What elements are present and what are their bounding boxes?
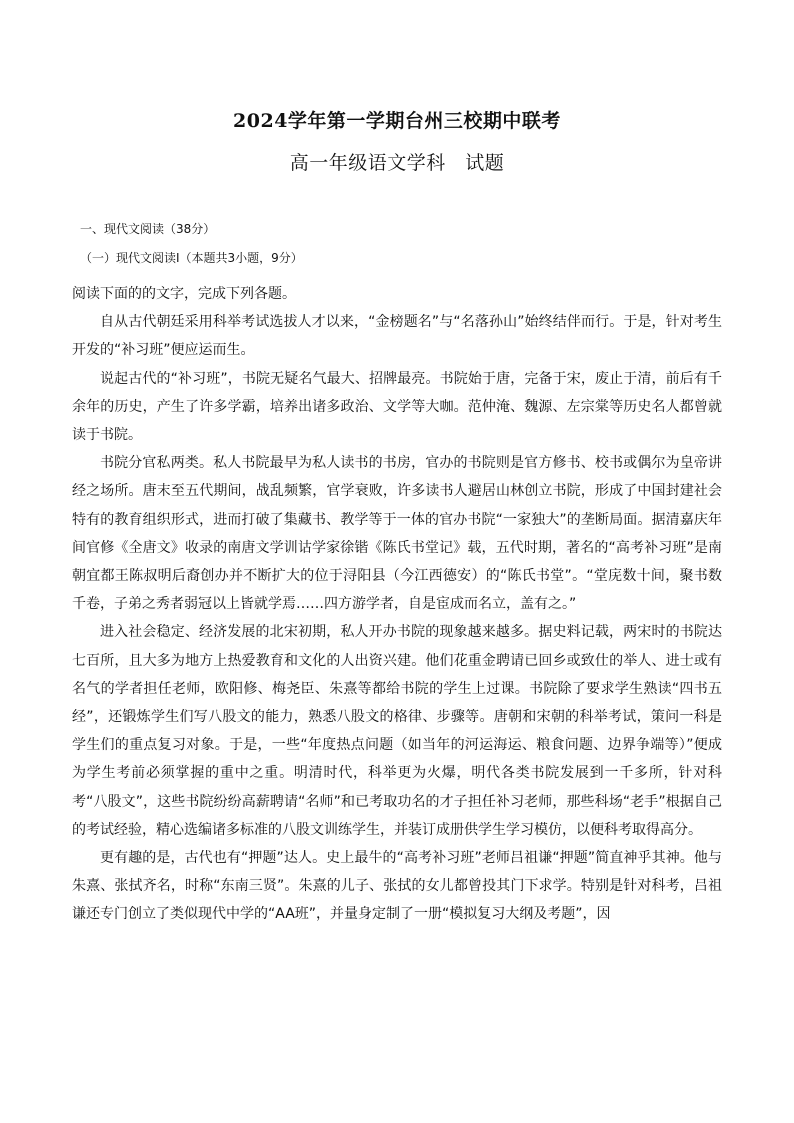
subsection-heading: （一）现代文阅读Ⅰ（本题共3小题，9分）: [80, 251, 303, 265]
passage-instruction: 阅读下面的的文字，完成下列各题。: [72, 286, 296, 302]
passage-paragraph: 进入社会稳定、经济发展的北宋初期，私人开办书院的现象越来越多。据史料记载，两宋时的书院达七百所，且大多为地方上热爱教育和文化的人出资兴建。他们花重金聘请已回乡或致仕的举人、进士或有名气的学者担任老师，欧阳修、梅尧臣、朱熹等都给书院的学生上过课。书院除了要求学生熟读“四书五经”，还锻炼学生们写八股文的能力，熟悉八股文的格律、步骤等。唐朝和宋朝的科举考试，策问一科是学生们的重点复习对象。于是，一些“年度热点问题（如当年的河运海运、粮食问题、边界争端等）”便成为学生考前必须掌握的重中之重。明清时代，科举更为火爆，明代各类书院发展到一千多所，针对科考“八股文”，这些书院纷纷高薪聘请“名师”和已考取功名的才子担任补习老师，那些科场“老手”根据自己的考试经验，精心选编诸多标准的八股文训练学生，并装订成册供学生学习模仿，以便科考取得高分。: [72, 624, 722, 838]
document-title: 2024学年第一学期台州三校期中联考: [233, 110, 561, 132]
passage-paragraph: 更有趣的是，古代也有“押题”达人。史上最牛的“高考补习班”老师吕祖谦“押题”简直神乎其神。他与朱熹、张拭齐名，时称“东南三贤”。朱熹的儿子、张拭的女儿都曾投其门下求学。特别是针对科考，吕祖谦还专门创立了类似现代中学的“AA班”，并量身定制了一册“模拟复习大纲及考题”，因: [72, 850, 722, 923]
reading-passage: [72, 280, 722, 929]
passage-paragraph: 书院分官私两类。私人书院最早为私人读书的书房，官办的书院则是官方修书、校书或偶尔为皇帝讲经之场所。唐末至五代期间，战乱频繁，官学衰败，许多读书人避居山林创立书院，形成了中国封建社会特有的教育组织形式，进而打破了集藏书、教学等于一体的官办书院“一家独大”的垄断局面。据清嘉庆年间官修《全唐文》收录的南唐文学训诂学家徐锴《陈氏书堂记》载，五代时期，著名的“高考补习班”是南朝宜都王陈叔明后裔创办并不断扩大的位于浔阳县（今江西德安）的“陈氏书堂”。“堂庑数十间，聚书数千卷，子弟之秀者弱冠以上皆就学焉……四方游学者，自是宦成而名立，盖有之。”: [72, 455, 722, 613]
document-subtitle: 高一年级语文学科 试题: [289, 152, 505, 174]
passage-paragraph: 说起古代的“补习班”，书院无疑名气最大、招牌最亮。书院始于唐，完备于宋，废止于清，前后有千余年的历史，产生了许多学霸，培养出诸多政治、文学等大咖。范仲淹、魏源、左宗棠等历史名人都曾就读于书院。: [72, 370, 722, 444]
passage-paragraph: 自从古代朝廷采用科举考试选拔人才以来，“金榜题名”与“名落孙山”始终结伴而行。于是，针对考生开发的“补习班”便应运而生。: [72, 314, 722, 359]
section-heading: 一、现代文阅读（38分）: [80, 222, 216, 236]
